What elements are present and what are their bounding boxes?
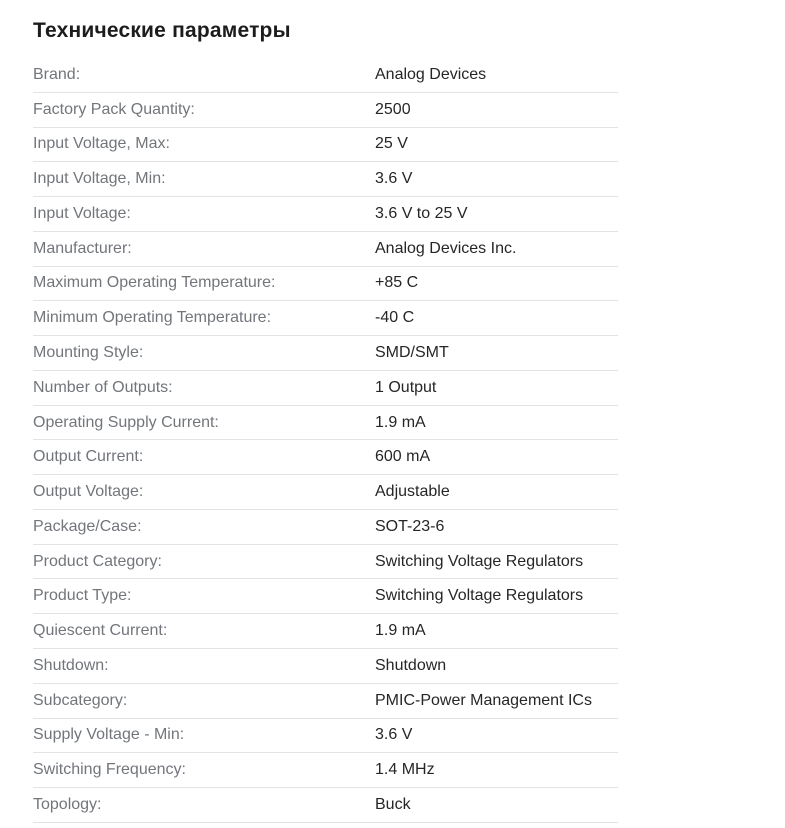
spec-table	[33, 58, 618, 823]
spec-value: 3.6 V	[375, 726, 413, 744]
spec-row	[33, 301, 618, 336]
spec-value: 2500	[375, 100, 411, 118]
spec-row	[33, 475, 618, 510]
spec-value: SOT-23-6	[375, 517, 445, 535]
spec-label: Supply Voltage - Min:	[33, 726, 185, 744]
spec-label: Mounting Style:	[33, 344, 144, 361]
spec-row	[33, 162, 618, 197]
spec-label: Package/Case:	[33, 517, 142, 535]
spec-label: Output Voltage:	[33, 483, 144, 501]
spec-value: 25 V	[375, 135, 408, 153]
spec-label: Subcategory:	[33, 691, 128, 709]
spec-label: Input Voltage, Max:	[33, 135, 170, 153]
spec-row	[33, 406, 618, 441]
spec-label: Maximum Operating Temperature:	[33, 274, 276, 292]
spec-row	[33, 614, 618, 649]
spec-label: Factory Pack Quantity:	[33, 100, 195, 118]
section-title: Технические параметры	[33, 19, 291, 42]
spec-value: -40 C	[375, 309, 415, 327]
spec-row	[33, 579, 618, 614]
spec-row	[33, 545, 618, 580]
spec-row	[33, 753, 618, 788]
spec-value: SMD/SMT	[375, 344, 449, 361]
spec-label: Switching Frequency:	[33, 761, 186, 779]
spec-value: Analog Devices	[375, 65, 487, 83]
spec-row	[33, 93, 618, 128]
spec-label: Minimum Operating Temperature:	[33, 309, 272, 327]
spec-row	[33, 510, 618, 545]
spec-row	[33, 788, 618, 823]
spec-value: 3.6 V to 25 V	[375, 204, 468, 222]
spec-value: 1 Output	[375, 378, 437, 396]
spec-value: 3.6 V	[375, 170, 413, 188]
spec-row	[33, 58, 618, 93]
tech-params-section	[33, 0, 618, 823]
spec-row	[33, 128, 618, 163]
spec-value: 1.9 mA	[375, 413, 426, 431]
spec-value: PMIC-Power Management ICs	[375, 691, 592, 709]
spec-label: Brand:	[33, 65, 81, 83]
spec-label: Number of Outputs:	[33, 378, 173, 396]
spec-row	[33, 267, 618, 302]
spec-value: Switching Voltage Regulators	[375, 587, 584, 605]
spec-label: Operating Supply Current:	[33, 413, 219, 431]
spec-label: Product Type:	[33, 587, 132, 605]
spec-row	[33, 649, 618, 684]
spec-row	[33, 232, 618, 267]
spec-value: Shutdown	[375, 656, 447, 674]
spec-row	[33, 440, 618, 475]
spec-label: Shutdown:	[33, 656, 109, 674]
spec-row	[33, 719, 618, 754]
spec-value: 600 mA	[375, 448, 431, 466]
spec-label: Manufacturer:	[33, 239, 132, 257]
spec-value: 1.4 MHz	[375, 761, 435, 779]
spec-row	[33, 197, 618, 232]
spec-label: Input Voltage:	[33, 204, 131, 222]
spec-value: Analog Devices Inc.	[375, 239, 517, 257]
spec-value: 1.9 mA	[375, 622, 426, 640]
spec-label: Output Current:	[33, 448, 144, 466]
spec-value: Adjustable	[375, 483, 450, 501]
spec-row	[33, 336, 618, 371]
spec-label: Product Category:	[33, 552, 162, 570]
spec-value: Buck	[375, 795, 411, 813]
spec-value: +85 C	[375, 274, 419, 292]
spec-row	[33, 371, 618, 406]
spec-label: Quiescent Current:	[33, 622, 168, 640]
spec-row	[33, 684, 618, 719]
spec-label: Topology:	[33, 795, 102, 813]
spec-label: Input Voltage, Min:	[33, 170, 166, 188]
spec-value: Switching Voltage Regulators	[375, 552, 584, 570]
